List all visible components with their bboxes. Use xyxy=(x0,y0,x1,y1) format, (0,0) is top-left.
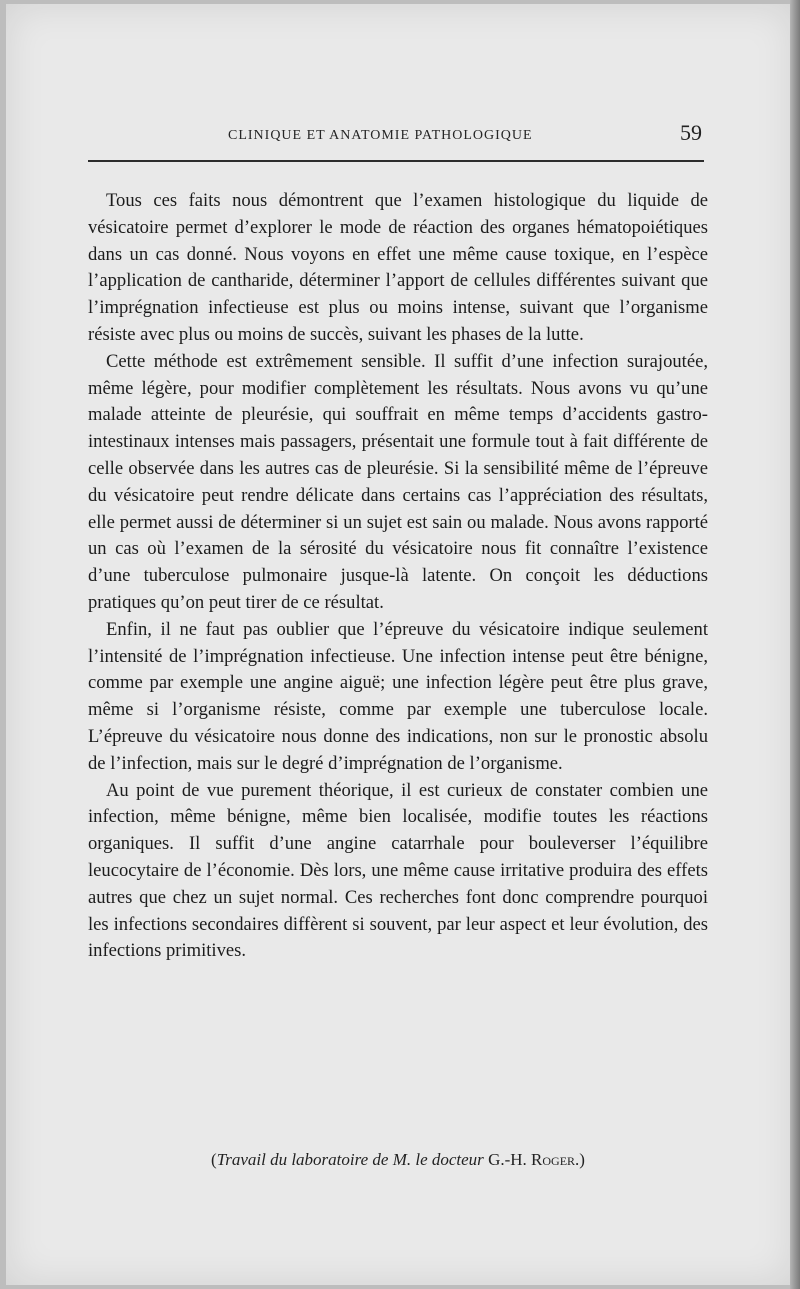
signature-line xyxy=(88,1150,708,1170)
signature-open-paren: ( xyxy=(211,1150,217,1169)
signature-author: G.-H. Roger xyxy=(488,1150,576,1169)
header-rule xyxy=(88,160,704,162)
running-head: CLINIQUE ET ANATOMIE PATHOLOGIQUE xyxy=(228,128,533,143)
page-edge-shadow xyxy=(790,0,800,1289)
page-header xyxy=(88,118,708,158)
paragraph: Tous ces faits nous démontrent que l’examen histologique du liquide de vésicatoire permet d’explorer le mode de réaction des organes hématopoiétiques dans un cas donné. Nous voyons en effet une même cause toxique, en l’espèce l’application de cantharide, déterminer l’apport de cellules différentes suivant que l’imprégnation infectieuse est plus ou moins intense, suivant que l’organisme résiste avec plus ou moins de succès, suivant les phases de la lutte. xyxy=(88,190,708,345)
body-text xyxy=(88,188,708,965)
paragraph: Cette méthode est extrêmement sensible. Il suffit d’une infection surajoutée, même légère, pour modifier complètement les résultats. Nous avons vu qu’une malade atteinte de pleurésie, qui souffrait en même temps d’accidents gastro-intestinaux intenses mais passagers, présentait une formule tout à fait différente de celle observée dans les autres cas de pleurésie. Si la sensibilité même de l’épreuve du vésicatoire peut rendre délicate dans certains cas l’appréciation des résultats, elle permet aussi de déterminer si un sujet est sain ou malade. Nous avons rapporté un cas où l’examen de la sérosité du vésicatoire nous fit connaître l’existence d’une tuberculose pulmonaire jusque-là latente. On conçoit les déductions pratiques qu’on peut tirer de ce résultat. xyxy=(88,350,708,613)
paragraph: Au point de vue purement théorique, il est curieux de constater combien une infection, même bénigne, même bien localisée, modifie toutes les réactions organiques. Il suffit d’une angine catarrhale pour bouleverser l’équilibre leucocytaire de l’économie. Dès lors, une même cause irritative produira des effets autres que chez un sujet normal. Ces recherches font donc comprendre pourquoi les infections secondaires diffèrent si souvent, par leur aspect et leur évolution, des infections primitives. xyxy=(88,779,708,962)
paragraph: Enfin, il ne faut pas oublier que l’épreuve du vésicatoire indique seulement l’intensité de l’imprégnation infectieuse. Une infection intense peut être bénigne, comme par exemple une angine aiguë; une infection légère peut être plus grave, même si l’organisme résiste, comme par exemple une tuberculose locale. L’épreuve du vésicatoire nous donne des indications, non sur le pronostic absolu de l’infection, mais sur le degré d’imprégnation de l’organisme. xyxy=(88,618,708,774)
page-number: 59 xyxy=(680,120,702,145)
signature-lab-text: Travail du laboratoire de M. le docteur xyxy=(216,1150,484,1169)
signature-close-paren: .) xyxy=(575,1150,585,1169)
